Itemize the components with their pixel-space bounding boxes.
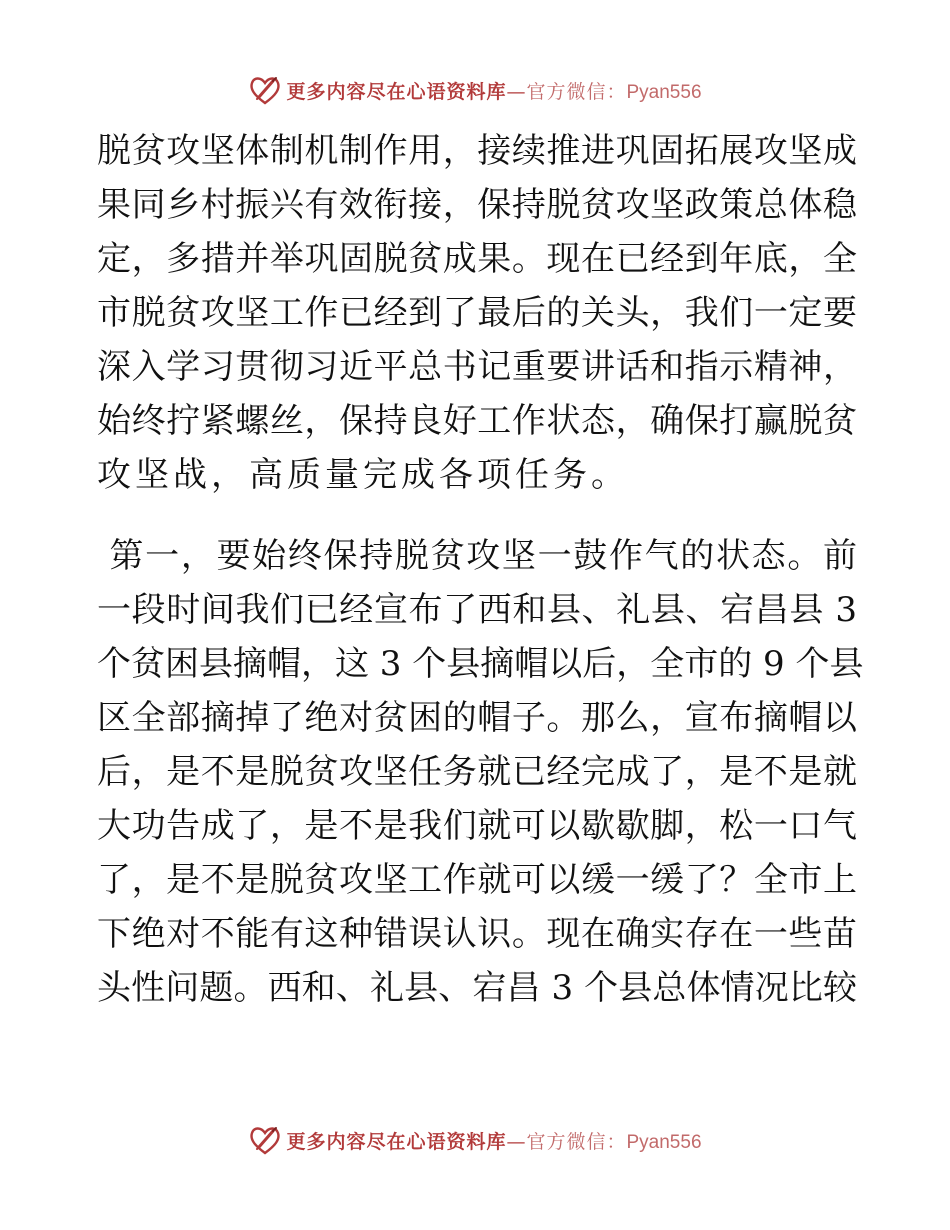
header-watermark [0,70,950,110]
footer-dash: — [506,1130,527,1153]
text-line: 了，是不是脱贫攻坚工作就可以缓一缓了？全市上 [97,860,857,900]
text-line: 头性问题。西和、礼县、宕昌 3 个县总体情况比较 [97,968,857,1008]
header-watermark-inner [248,73,701,107]
text-line: 定，多措并举巩固脱贫成果。现在已经到年底，全 [97,239,857,279]
text-line: 脱贫攻坚体制机制作用，接续推进巩固拓展攻坚成 [97,131,857,171]
heart-pen-logo-icon [248,1123,282,1157]
footer-watermark-text [286,1127,701,1154]
header-dash: — [506,80,527,103]
footer-wechat-id: Pyan556 [626,1131,702,1153]
text-line: 始终拧紧螺丝，保持良好工作状态，确保打赢脱贫 [97,401,857,441]
header-wechat-label: 官方微信： [526,80,627,103]
header-brand: 更多内容尽在心语资料库 [286,80,507,103]
document-body [97,124,864,1015]
paragraph-2 [97,529,864,1015]
footer-wechat-label: 官方微信： [526,1130,627,1153]
text-line: 果同乡村振兴有效衔接，保持脱贫攻坚政策总体稳 [97,185,857,225]
paragraph-1 [97,124,857,502]
footer-brand: 更多内容尽在心语资料库 [286,1130,507,1153]
footer-watermark [0,1120,950,1160]
text-line: 第一，要始终保持脱贫攻坚一鼓作气的状态。前 [97,536,857,576]
text-line: 个贫困县摘帽，这 3 个县摘帽以后，全市的 9 个县 [97,644,864,684]
paragraph-gap [97,502,857,529]
text-line: 区全部摘掉了绝对贫困的帽子。那么，宣布摘帽以 [97,698,857,738]
text-line: 后，是不是脱贫攻坚任务就已经完成了，是不是就 [97,752,857,792]
text-line: 大功告成了，是不是我们就可以歇歇脚，松一口气 [97,806,857,846]
text-line: 一段时间我们已经宣布了西和县、礼县、宕昌县 3 [97,590,857,630]
header-wechat-id: Pyan556 [626,81,702,103]
text-line: 深入学习贯彻习近平总书记重要讲话和指示精神， [97,347,857,387]
text-line: 攻坚战，高质量完成各项任务。 [97,455,629,495]
footer-watermark-inner [248,1123,701,1157]
heart-pen-logo-icon [248,73,282,107]
text-line: 下绝对不能有这种错误认识。现在确实存在一些苗 [97,914,857,954]
header-watermark-text [286,77,701,104]
text-line: 市脱贫攻坚工作已经到了最后的关头，我们一定要 [97,293,857,333]
